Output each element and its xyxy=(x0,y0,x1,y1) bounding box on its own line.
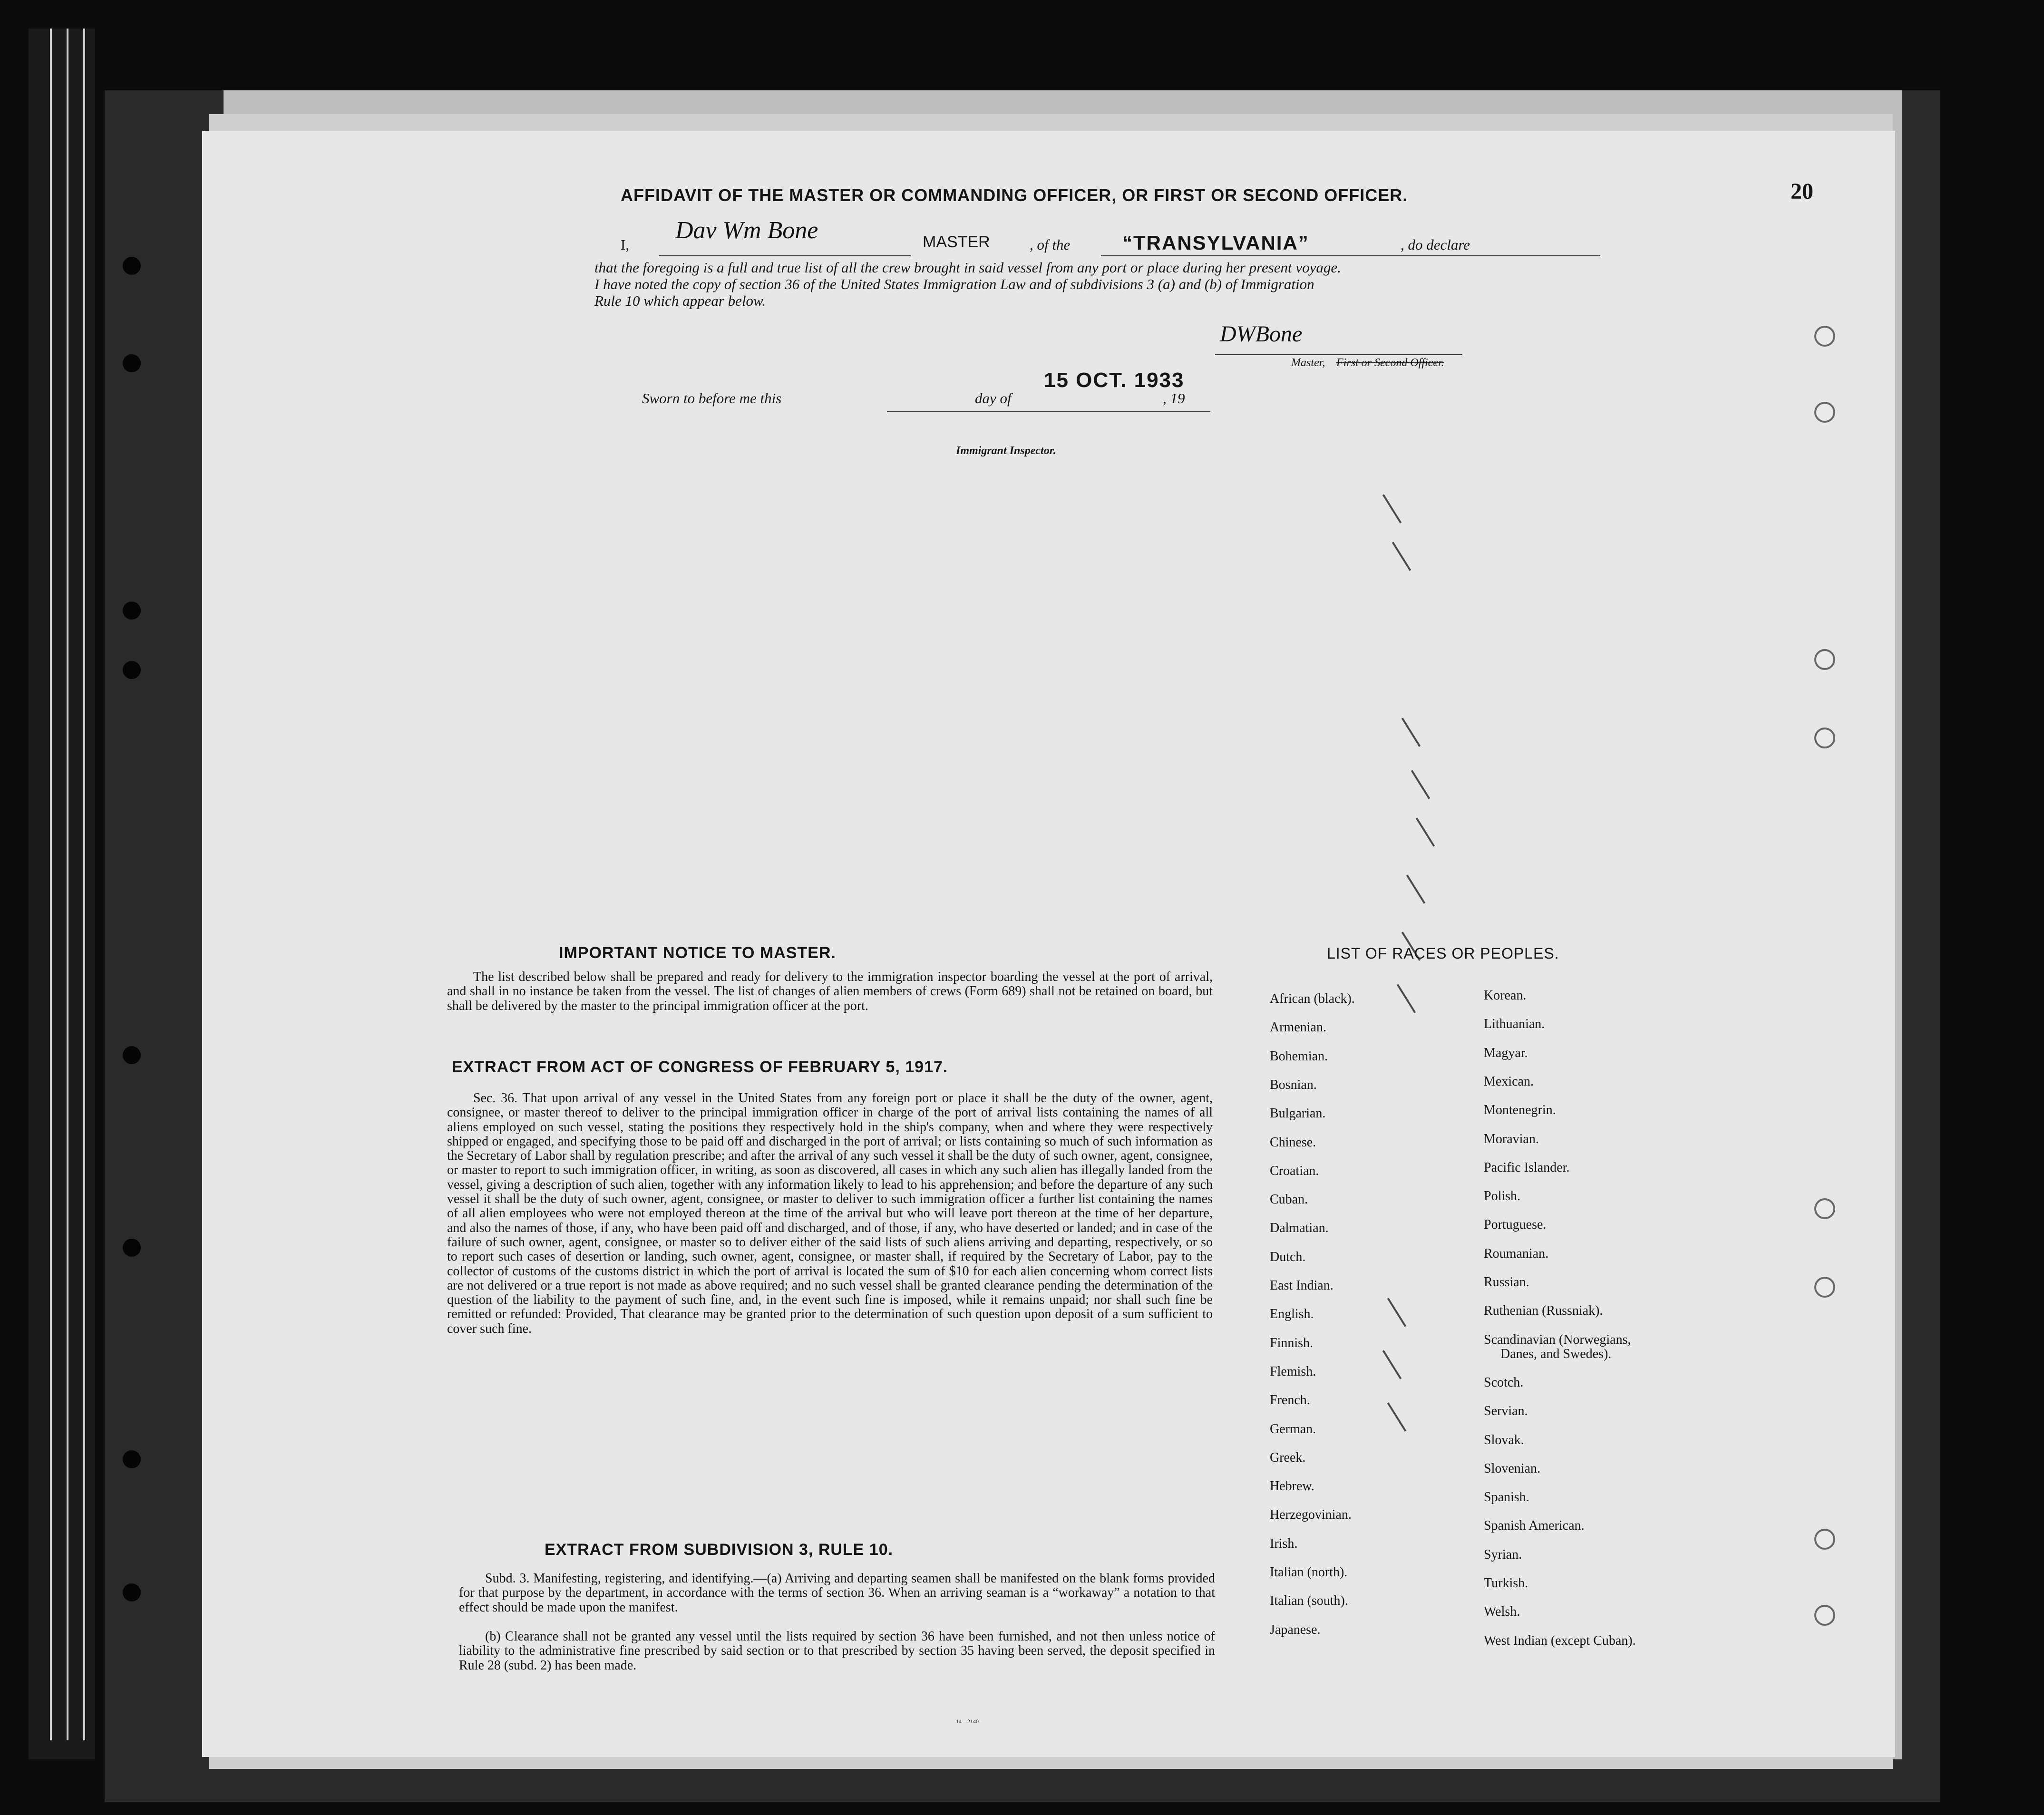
race-entry: Slovenian. xyxy=(1484,1461,1540,1476)
year-prefix: , 19 xyxy=(1163,390,1185,407)
check-mark xyxy=(1392,542,1411,571)
act-extract-title: EXTRACT FROM ACT OF CONGRESS OF FEBRUARY 5, 1917. xyxy=(452,1058,948,1076)
struck-officer-title: First or Second Officer. xyxy=(1336,357,1444,369)
race-entry: Herzegovinian. xyxy=(1270,1507,1352,1523)
page-number: 20 xyxy=(1791,179,1813,204)
binder-hole xyxy=(123,602,141,620)
punch-hole xyxy=(1814,326,1835,347)
race-entry: French. xyxy=(1270,1393,1310,1408)
check-mark xyxy=(1411,770,1430,799)
declarant-prefix: I, xyxy=(621,236,630,253)
punch-hole xyxy=(1814,402,1835,423)
race-entry: Dalmatian. xyxy=(1270,1221,1329,1236)
master-signature-2: DWBone xyxy=(1220,321,1303,347)
declaration-line: I have noted the copy of section 36 of the United States Immigration Law and of subdivisions 3 (a) and (b) of Immigration xyxy=(594,276,1314,292)
sworn-label: Sworn to before me this xyxy=(642,390,782,407)
check-mark xyxy=(1416,817,1435,846)
inspector-label: Immigrant Inspector. xyxy=(956,445,1056,457)
binder-hole xyxy=(123,1046,141,1064)
race-entry: German. xyxy=(1270,1421,1316,1436)
race-entry: Welsh. xyxy=(1484,1604,1520,1620)
race-entry: Turkish. xyxy=(1484,1576,1528,1591)
day-of-label: day of xyxy=(975,390,1012,407)
race-entry: West Indian (except Cuban). xyxy=(1484,1633,1636,1648)
binder-hole xyxy=(123,354,141,372)
edge-line xyxy=(67,29,68,1740)
master-signature: Dav Wm Bone xyxy=(675,217,818,244)
check-mark xyxy=(1387,1402,1406,1431)
race-entry: Japanese. xyxy=(1270,1622,1321,1637)
races-title: LIST OF RACES OR PEOPLES. xyxy=(1327,945,1559,962)
race-entry: Mexican. xyxy=(1484,1074,1534,1089)
affidavit-page xyxy=(202,131,1895,1757)
race-entry: Pacific Islander. xyxy=(1484,1160,1570,1175)
race-entry: English. xyxy=(1270,1307,1314,1322)
race-entry: Bohemian. xyxy=(1270,1048,1328,1064)
race-entry: Scandinavian (Norwegians, xyxy=(1484,1332,1631,1347)
date-stamp: 15 OCT. 1933 xyxy=(1044,369,1185,392)
race-entry: Servian. xyxy=(1484,1404,1528,1419)
race-entry: Bosnian. xyxy=(1270,1077,1317,1092)
check-mark xyxy=(1397,984,1416,1013)
punch-hole xyxy=(1814,1605,1835,1626)
race-entry: Montenegrin. xyxy=(1484,1103,1556,1118)
check-mark xyxy=(1406,874,1425,903)
declaration-line: that the foregoing is a full and true list of all the crew brought in said vessel from any port or place during her present voyage. xyxy=(594,259,1341,276)
race-entry: Magyar. xyxy=(1484,1045,1528,1060)
race-entry: Danes, and Swedes). xyxy=(1500,1346,1612,1361)
master-title: Master, xyxy=(1291,357,1325,369)
race-entry: Hebrew. xyxy=(1270,1479,1314,1494)
race-entry: Italian (north). xyxy=(1270,1565,1348,1580)
check-mark xyxy=(1382,494,1402,523)
signature-line xyxy=(1215,354,1462,355)
rule-paragraph-b: (b) Clearance shall not be granted any vessel until the lists required by section 36 have been furnished, and not then unless notice of liability to the administrative fine prescribed by said section or to that prescribed by section 35 having been served, the deposit specified in Rule 28 (subd. 2) has been made. xyxy=(459,1629,1215,1673)
race-entry: Spanish American. xyxy=(1484,1518,1585,1534)
race-entry: Cuban. xyxy=(1270,1192,1308,1207)
race-entry: Dutch. xyxy=(1270,1249,1306,1264)
binder-edge xyxy=(29,29,95,1759)
date-line xyxy=(887,411,1210,412)
race-entry: Italian (south). xyxy=(1270,1593,1348,1609)
race-entry: Korean. xyxy=(1484,988,1527,1003)
edge-line xyxy=(50,29,52,1740)
edge-line xyxy=(83,29,85,1740)
race-entry: Scotch. xyxy=(1484,1375,1524,1390)
binder-hole xyxy=(123,1239,141,1257)
race-entry: Armenian. xyxy=(1270,1020,1326,1035)
rule-extract-title: EXTRACT FROM SUBDIVISION 3, RULE 10. xyxy=(545,1541,894,1559)
race-entry: Moravian. xyxy=(1484,1131,1539,1146)
declare-label: , do declare xyxy=(1401,236,1470,253)
punch-hole xyxy=(1814,728,1835,748)
signature-line xyxy=(659,255,911,256)
punch-hole xyxy=(1814,1198,1835,1219)
race-entry: Spanish. xyxy=(1484,1490,1529,1505)
race-entry: Roumanian. xyxy=(1484,1246,1549,1261)
officer-role: MASTER xyxy=(923,233,990,251)
binder-hole xyxy=(123,1583,141,1601)
act-extract-text: Sec. 36. That upon arrival of any vessel in the United States from any foreign port or place it shall be the duty of the owner, agent, consignee, or master thereof to deliver to the principal immigration officer in charge of the port of arrival lists containing the names of all aliens employed on such vessel, stating the positions they respectively hold in the ship's company, when and where they were respectively shipped or engaged, and specifying those to be paid off and discharged in the port of arrival; or lists containing so much of such information as the Secretary of Labor shall by regulation prescribe; and after the arrival of any such vessel it shall be the duty of such owner, agent, consignee, or master to report to such immigration officer, in writing, as soon as discovered, all cases in which any such alien has illegally landed from the vessel, giving a description of such alien, together with any information likely to lead to his apprehension; and before the departure of any such vessel it shall be the duty of such owner, agent, consignee, or master to deliver to such immigration officer a further list containing the names of all alien employees who were not employed thereon at the time of the arrival but who will leave port thereon at the time of her departure, and also the names of those, if any, who have been paid off and discharged, and of those, if any, who have deserted or landed; and in case of the failure of such owner, agent, consignee, or master so to deliver either of the said lists of such aliens arriving and departing, respectively, or so to report such cases of desertion or landing, such owner, agent, consignee, or master shall, if required by the Secretary of Labor, pay to the collector of customs of the customs district in which the port of arrival is located the sum of $10 for each alien concerning whom correct lists are not delivered or a true report is not made as above required; and no such vessel shall be granted clearance pending the determination of the question of the liability to the payment of such fine, and, in the event such fine is imposed, while it remains unpaid; nor shall such fine be remitted or refunded: Provided, That clearance may be granted prior to the determination of such question upon deposit of a sum sufficient to cover such fine. xyxy=(447,1091,1213,1336)
affidavit-title: AFFIDAVIT OF THE MASTER OR COMMANDING OFFICER, OR FIRST OR SECOND OFFICER. xyxy=(621,185,1408,205)
notice-title: IMPORTANT NOTICE TO MASTER. xyxy=(559,944,836,962)
declaration-line: Rule 10 which appear below. xyxy=(594,292,766,309)
race-entry: Chinese. xyxy=(1270,1135,1316,1150)
vessel-line xyxy=(1101,255,1600,256)
race-entry: Slovak. xyxy=(1484,1432,1524,1447)
race-entry: Syrian. xyxy=(1484,1547,1522,1562)
binder-hole xyxy=(123,661,141,679)
punch-hole xyxy=(1814,1277,1835,1298)
race-entry: Russian. xyxy=(1484,1275,1529,1290)
race-entry: Croatian. xyxy=(1270,1163,1319,1178)
punch-hole xyxy=(1814,649,1835,670)
punch-hole xyxy=(1814,1529,1835,1550)
race-entry: Lithuanian. xyxy=(1484,1017,1545,1032)
check-mark xyxy=(1402,718,1421,747)
notice-text: The list described below shall be prepared and ready for delivery to the immigration inspector boarding the vessel at the port of arrival, and shall in no instance be taken from the vessel. The list of changes of alien members of crews (Form 689) shall not be retained on board, but shall be delivered by the master to the principal immigration officer at the port. xyxy=(447,970,1213,1013)
race-entry: Flemish. xyxy=(1270,1364,1316,1379)
vessel-name: “TRANSYLVANIA” xyxy=(1122,232,1309,254)
race-entry: East Indian. xyxy=(1270,1278,1333,1293)
race-entry: Portuguese. xyxy=(1484,1217,1547,1233)
form-code: 14—2140 xyxy=(956,1718,979,1725)
binder-hole xyxy=(123,1450,141,1468)
check-mark xyxy=(1382,1350,1402,1379)
race-entry: Finnish. xyxy=(1270,1335,1314,1350)
binder-hole xyxy=(123,257,141,275)
race-entry: Polish. xyxy=(1484,1189,1521,1204)
of-the-label: , of the xyxy=(1030,236,1071,253)
race-entry: Irish. xyxy=(1270,1536,1298,1551)
check-mark xyxy=(1387,1298,1406,1327)
race-entry: Bulgarian. xyxy=(1270,1106,1326,1121)
race-entry: Ruthenian (Russniak). xyxy=(1484,1303,1603,1319)
rule-paragraph-a: Subd. 3. Manifesting, registering, and identifying.—(a) Arriving and departing seamen shall be manifested on the blank forms provided for that purpose by the department, in accordance with the terms of section 36. When an arriving seaman is a “workaway” a notation to that effect should be made upon the manifest. xyxy=(459,1571,1215,1615)
race-entry: African (black). xyxy=(1270,991,1355,1006)
race-entry: Greek. xyxy=(1270,1450,1306,1465)
